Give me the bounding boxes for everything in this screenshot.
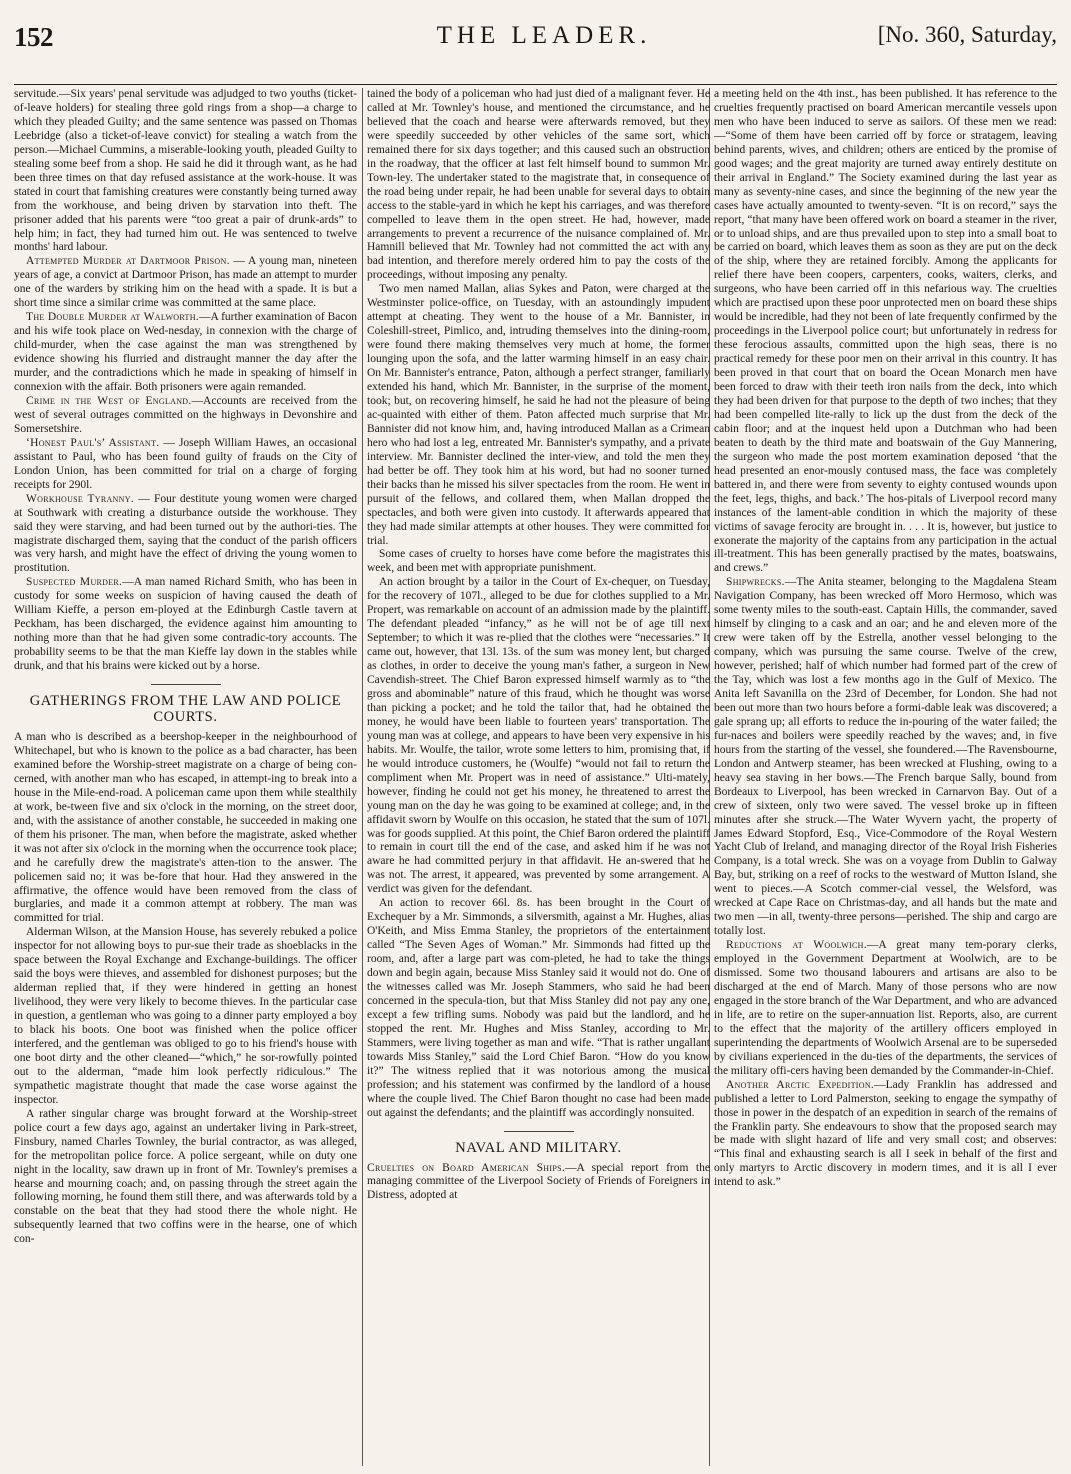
article-paragraph xyxy=(14,255,357,311)
article-paragraph: Alderman Wilson, at the Mansion House, has severely rebuked a police inspector for not allowing boys to pur-sue their trade as shoeblacks in the space between the Royal Exchange and Exchange-buildings. The officer said the boys were thieves, and assembled for dishonest purposes; but the alderman replied that, if they were hindered in getting an honest livelihood, they were very likely to become thieves. In the particular case in question, a gentleman who was going to a dinner party employed a boy to black his boots. One boot was finished when the police officer interfered, and the gentleman was obliged to go to his friend's house with one boot dirty and the other cleaned—“which,” he sor-rowfully pointed out to the alderman, “made him look perfectly ridiculous.” The sympathetic magistrate thought that made the case worse against the inspector. xyxy=(14,926,357,1106)
article-text: —Lady Franklin has addressed and published a letter to Lord Palmerston, seeking to engage the sympathy of those in power in the despatch of an expedition in search of the remains of the Franklin party. She endeavours to show that the proposed search may be made with slight hazard of life and very small cost; and observes: “This final and exhausting search is all I seek in behalf of the first and only martyrs to Arctic discovery in modern times, and it is all I ever intend to ask.” xyxy=(714,1078,1057,1189)
page-number: 152 xyxy=(14,22,53,52)
article-paragraph: servitude.—Six years' penal servitude was adjudged to two youths (ticket-of-leave holders) for stealing three gold rings from a shop—a charge to which they pleaded Guilty; and the same sentence was passed on Thomas Leebridge (also a ticket-of-leave convict) for stealing a watch from the person.—Michael Cummins, a miserable-looking youth, pleaded Guilty to stealing some beef from a shop. He said he did it through want, as he had been three times on that day refused assistance at the work-house. It was stated in court that famishing creatures were constantly being turned away from the workhouse, and being driven by starvation into theft. The prisoner added that his parents were “too great a pair of drunk-ards” to help him; in fact, they had turned him out. He was sentenced to twelve months' hard labour. xyxy=(14,88,357,254)
article-paragraph: Some cases of cruelty to horses have come before the magistrates this week, and been met with appropriate punishment. xyxy=(367,548,710,575)
article-paragraph xyxy=(14,576,357,674)
article-headline: Crime in the West of England. xyxy=(26,394,192,407)
article-text: — Joseph William Hawes, an occasional assistant to Paul, who has been found guilty of frauds on the City of London Union, has been committed for trial on a charge of forging receipts for 290l. xyxy=(14,436,357,491)
section-heading: GATHERINGS FROM THE LAW AND POLICE COURTS. xyxy=(29,693,342,726)
masthead-title: THE LEADER. xyxy=(436,22,652,49)
article-text: — A young man, nineteen years of age, a convict at Dartmoor Prison, has made an attempt to murder one of the warders by striking him on the head with a spade. It is but a short time since a similar crime was committed at the same place. xyxy=(14,255,357,310)
section-rule xyxy=(504,1131,574,1132)
column-1 xyxy=(14,88,357,1468)
article-headline: The Double Murder at Walworth. xyxy=(26,311,199,324)
column-2 xyxy=(367,88,710,1468)
article-paragraph xyxy=(367,1162,710,1204)
article-text: —A man named Richard Smith, who has been in custody for some weeks on suspicion of having caused the death of William Kieffe, a person em-ployed at the Edinburgh Castle tavern at Peckham, has been discharged, the evidence against him amounting to nothing more than that he had given some contradic-tory accounts. The probability seems to be that the man Kieffe lay down in the stables while drunk, and that his brains were kicked out by a horse. xyxy=(14,576,357,673)
article-text: —A great many tem-porary clerks, employed in the Government Department at Woolwich, are to be dismissed. Some two thousand labourers and artisans are also to be discharged at the end of March. Many of those persons who are now engaged in the store branch of the War Department, and who are advanced in life, are to retire on the super-annuation list. Reports, also, are current to the effect that the majority of the artillery officers employed in superintending the departments of Woolwich Arsenal are to be superseded by civilians experienced in the du-ties of the departments, the services of the military offi-cers having been demanded by the Commander-in-Chief. xyxy=(714,939,1057,1077)
article-paragraph xyxy=(714,576,1057,939)
column-3 xyxy=(714,88,1057,1468)
article-paragraph: An action to recover 66l. 8s. has been brought in the Court of Exchequer by a Mr. Simmonds, a silversmith, against a Mr. Hughes, alias O'Keith, and Miss Emma Stanley, the proprietors of the entertainment called “The Seven Ages of Woman.” Mr. Simmonds had fitted up the room, and, after a large part was com-pleted, he had to take the things down and begin again, because Miss Stanley said it would not do. One of the witnesses called was Mr. Joseph Stammers, who said he had been concerned in the specula-tion, but that Miss Stanley did not pay any one, except a few trifling sums. Nobody was paid but the landlord, and he stopped the rent. Mr. Hughes and Miss Stanley, according to Mr. Stammers, were living together as man and wife. “That is rather ungallant towards Miss Stanley,” said the Lord Chief Baron. “How do you know it?” The witness replied that it was notorious among the musical profession; and his statement was confirmed by the landlord of a house where the couple lived. The Chief Baron thought no case had been made out against the defendants; and the plaintiff was accordingly nonsuited. xyxy=(367,897,710,1119)
article-headline: Workhouse Tyranny. xyxy=(26,492,134,505)
article-paragraph: An action brought by a tailor in the Court of Ex-chequer, on Tuesday, for the recovery of 107l., alleged to be due for clothes supplied to a Mr. Propert, was remarkable on account of an admission made by the plaintiff. The defendant pleaded “infancy,” as he will not be of age till next September; to which it was re-plied that the clothes were “necessaries.” It came out, however, that 13l. 13s. of the sum was money lent, but charged as clothes, in order to deceive the young man's father, a surgeon in New Cavendish-street. The Chief Baron expressed himself warmly as to “the gross and abominable” nature of this fraud, which he thought was worse than picking a pocket; and he told the tailor that, had he obtained the money, he would have been liable to fourteen years' transportation. The young man was at college, and appears to have been very expensive in his habits. Mr. Woulfe, the tailor, wrote some letters to him, promising that, if he would introduce customers, he (Woulfe) “would not fail to return the compliment when Mr. Propert was in need of assistance.” Ulti-mately, however, finding he could not get his money, he threatened to arrest the young man on the day he was going to be examined at college; and, in the affidavit sworn by Woulfe on this occasion, he stated that the sum of 107l. was for goods supplied. At this point, the Chief Baron ordered the plaintiff to remain in court till the end of the case, and asked him if he was not aware he had committed perjury in that affidavit. He an-swered that he was not. The arrest, it appeared, was prevented by some arrangement. A verdict was given for the defendant. xyxy=(367,576,710,896)
article-paragraph: A rather singular charge was brought forward at the Worship-street police court a few days ago, against an undertaker living in Park-street, Finsbury, named Charles Townley, the burial contractor, as was alleged, for the metropolitan police force. A police sergeant, while on duty one night in the locality, saw drawn up in front of Mr. Townley's premises a hearse and mourning coach; and, on passing through the street again the following morning, he found them still there, and was afterwards told by a constable on the beat that they had stood there the whole night. He subsequently learned that two coffins were in the hearse, one of which con- xyxy=(14,1107,357,1246)
section-heading: NAVAL AND MILITARY. xyxy=(455,1139,622,1156)
article-paragraph xyxy=(14,437,357,493)
article-headline: Shipwrecks. xyxy=(726,576,785,589)
article-paragraph: A man who is described as a beershop-keeper in the neighbourhood of Whitechapel, but who is known to the police as a bad character, has been examined before the Worship-street magistrate on a charge of being con-cerned, with another man who has escaped, in attempt-ing to break into a house in the Mile-end-road. A policeman came upon them while stealthily at work, be-tween five and six o'clock in the morning, on the street door, and, with the assistance of another constable, he succeeded in making one of them his prisoner. The man, when before the magistrate, asked whether it was not after six o'clock in the morning when the occurrence took place; and he carefully drew the magistrate's atten-tion to the answer. The policemen said no; it was be-fore that hour. Had they answered in the affirmative, the offence would have been removed from the class of burglaries, and made it a common attempt at robbery. The man was committed for trial. xyxy=(14,731,357,925)
article-headline: ‘Honest Paul's’ Assistant. xyxy=(26,436,160,449)
article-paragraph: tained the body of a policeman who had just died of a malignant fever. He called at Mr. Townley's house, and mentioned the circumstance, and he believed that the coach and hearse were afterwards removed, but they were speedily succeeded by other vehicles of the same sort, which remained there for six days together; and this caused such an obstruction in the roadway, that the officer at last felt himself bound to summon Mr. Town-ley. The undertaker stated to the magistrate that, in consequence of the road being under repair, he had been unable for several days to obtain access to the stable-yard in which he kept his carriages, and was therefore compelled to leave them in the open street. He had, however, made arrangements to prevent a recurrence of the nuisance complained of. Mr. Hamnill believed that Mr. Townley had not committed the act with any bad intention, and therefore merely ordered him to pay the costs of the proceedings, without imposing any penalty. xyxy=(367,88,710,282)
header-rule xyxy=(14,84,1057,85)
article-paragraph xyxy=(14,395,357,437)
article-paragraph: a meeting held on the 4th inst., has been published. It has reference to the cruelties frequently practised on board American mercantile vessels upon men who have been induced to serve as sailors. Of these men we read: —“Some of them have been carried off by force or stratagem, leaving behind parents, wives, and children; others are enticed by the promise of good wages; and the great majority are turned away entirely destitute on their arrival in England.” The Society examined during the last year as many as seventy-nine cases, and since the beginning of the new year the cases have actually amounted to twenty-seven. “It is on record,” says the report, “that many have been offered work on board a steamer in the river, or to unload ships, and are thus prevailed upon to step into a small boat to be carried on board, which leaves them as soon as they are put on the deck of the ship, where they are retained forcibly. Among the applicants for relief there have been coopers, carpenters, cooks, waiters, clerks, and surgeons, who have been carried off in this nefarious way. The cruelties which are practised upon these poor unprotected men on board these ships would be incredible, had they not been of late frequently confirmed by the proceedings in the Liverpool police court; but unfortunately in redress for these ferocious assaults, committed upon the high seas, there is no practical remedy for these poor men on their arrival in this country. It has been proved in that court that on board the Ocean Monarch men have been forced to draw with their teeth iron nails from the deck, into which they had been driven for that purpose to the depth of two inches; that they had been compelled lite-rally to lick up the dust from the deck of the cabin floor; and at the inquest held upon a Dutchman who had been beaten to death by the third mate and boatswain of the Guy Mannering, the surgeon who made the post mortem examination deposed ‘that the head presented an enor-mously contused mass, the face was completely battered in, and there were from seventy to eighty contused wounds upon the feet, legs, thighs, and back.’ The hos-pitals of Liverpool record many instances of the lament-able condition in which the majority of these victims of savage ferocity are brought in. . . . It is, however, but justice to exonerate the majority of the captains from any participation in the actual ill-treatment. This has been generally practised by the mates, boatswains, and crews.” xyxy=(714,88,1057,575)
article-paragraph xyxy=(714,1079,1057,1191)
article-headline: Cruelties on Board American Ships. xyxy=(367,1161,565,1174)
article-text: —Accounts are received from the west of several outrages committed on the highways in Devonshire and Somersetshire. xyxy=(14,394,357,435)
article-text: —A further examination of Bacon and his wife took place on Wed-nesday, in connexion with the charge of child-murder, when the case against the man was strengthened by evidence showing his flurried and distraught manner the day after the murder, and the contradictions which he made in speaking of himself in connexion with the affair. Both prisoners were again remanded. xyxy=(14,311,357,394)
article-headline: Another Arctic Expedition. xyxy=(726,1078,875,1091)
article-paragraph xyxy=(714,939,1057,1079)
page-header xyxy=(14,22,1057,56)
article-text: —A special report from the managing committee of the Liverpool Society of Friends of Foreigners in Distress, adopted at xyxy=(367,1161,710,1202)
article-paragraph xyxy=(14,493,357,577)
issue-info: [No. 360, Saturday, xyxy=(877,22,1057,47)
article-headline: Reductions at Woolwich. xyxy=(726,939,867,952)
article-headline: Suspected Murder. xyxy=(26,576,123,589)
article-text: —The Anita steamer, belonging to the Magdalena Steam Navigation Company, has been wrecked off Moro Hermoso, which was some twenty miles to the south-east. Captain Hills, the commander, saved himself by clinging to a cask and an oar; and he and eleven more of the crew were taken off by the Estrella, another vessel belonging to the company, which was pursuing the same course. Twelve of the crew, however, perished; half of which number had formed part of the crew of the Tay, which was lost a few months ago in the Gulf of Mexico. The Anita left Savanilla on the 23rd of December, for London. She had not been out more than two hours before a formi-dable leak was discovered; a gale sprang up; all efforts to reduce the in-pouring of the water failed; the fur-naces and boilers were speedily reached by the waves; and, in five hours from the starting of the vessel, she foundered.—The Ravensbourne, London and Antwerp steamer, has been wrecked at Flushing, owing to a heavy sea staving in her bows.—The French barque Sally, bound from Bordeaux to Liverpool, has been wrecked in Carnarvon Bay. Out of a crew of sixteen, only two were saved. The vessel broke up in fifteen minutes after she struck.—The Water Wyvern yacht, the property of James Edward Stopford, Esq., Vice-Commodore of the Royal Western Yacht Club of Ireland, and managing director of the Royal Irish Fisheries Company, is a total wreck. She was on a voyage from Dublin to Galway Bay, but, striking on a reef of rocks to the westward of Mutton Island, she went to pieces.—A Scotch commer-cial vessel, the Welsford, was wrecked at Cape Race on Christmas-day, and all hands but the mate and two men —in all, twenty-three persons—perished. The ship and cargo are totally lost. xyxy=(714,576,1057,938)
article-headline: Attempted Murder at Dartmoor Prison. xyxy=(26,255,230,268)
article-paragraph xyxy=(14,311,357,395)
article-text: — Four destitute young women were charged at Southwark with creating a disturbance outside the workhouse. They said they were starving, and had been turned out by the authori-ties. The magistrate discharged them, saying that the conduct of the parish officers was very harsh, and might have the effect of driving the young women to prostitution. xyxy=(14,492,357,575)
section-rule xyxy=(151,684,221,685)
article-paragraph: Two men named Mallan, alias Sykes and Paton, were charged at the Westminster police-office, on Tuesday, with an astoundingly impudent attempt at cheating. They went to the house of a Mr. Bannister, in Coleshill-street, Pimlico, and, intruding themselves into the dining-room, were found there making themselves very much at home, the former lounging upon the sofa, and the latter warming himself in an easy chair. On Mr. Bannister's entrance, Paton, although a perfect stranger, familiarly extended his hand, which Mr. Bannister, in the surprise of the moment, took; but, on recovering himself, he said he had not the pleasure of being ac-quainted with either of them. Paton affected much surprise that Mr. Bannister did not know him, and, having introduced Mallan as a Crimean hero who had lost a leg, entreated Mr. Bannister's sympathy, and a private interview. Mr. Bannister declined the inter-view, and told the men they had better be off. They took him at his word, but had no sooner turned their backs than he missed his silver spectacles from the room. He went in pursuit of the fellows, and collared them, when Mallan dropped the spectacles, and both were given into custody. It afterwards appeared that they had made similar attempts at other houses. They were committed for trial. xyxy=(367,283,710,547)
column-divider xyxy=(362,88,363,1466)
